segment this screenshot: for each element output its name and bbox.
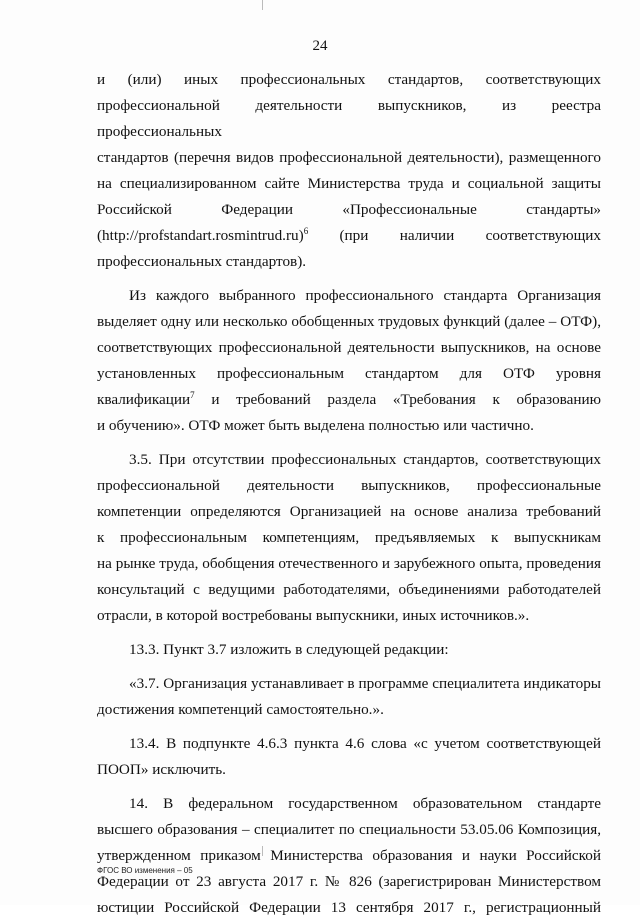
text-line: на специализированном сайте Министерства труда и социальной защиты bbox=[97, 175, 601, 192]
paragraph bbox=[97, 67, 601, 275]
text-line: на рынке труда, обобщения отечественного и зарубежного опыта, проведения bbox=[97, 555, 601, 572]
text-fragment: (при наличии соответствующих bbox=[308, 227, 601, 244]
text-line: Из каждого выбранного профессионального стандарта Организация bbox=[129, 287, 601, 304]
page-number: 24 bbox=[312, 38, 328, 54]
footnote-ref: 7 bbox=[190, 389, 195, 400]
text-line: 3.5. При отсутствии профессиональных стандартов, соответствующих bbox=[129, 451, 601, 468]
paragraph bbox=[97, 283, 601, 439]
paragraph bbox=[97, 447, 601, 629]
text-line: стандартов (перечня видов профессиональной деятельности), размещенного bbox=[97, 149, 601, 166]
text-line: соответствующих профессиональной деятельности выпускников, на основе bbox=[97, 339, 601, 356]
text-line: ПООП» исключить. bbox=[97, 761, 226, 778]
text-line bbox=[97, 387, 601, 413]
text-line: установленных профессиональным стандартом для ОТФ уровня bbox=[97, 365, 601, 382]
text-line: профессиональных стандартов). bbox=[97, 253, 307, 270]
text-line: 13.3. Пункт 3.7 изложить в следующей редакции: bbox=[129, 641, 449, 658]
page-footer: ФГОС ВО изменения – 05 bbox=[97, 866, 193, 875]
text-line: высшего образования – специалитет по специальности 53.05.06 Композиция, bbox=[97, 821, 601, 838]
url-text: (http://profstandart.rosmintrud.ru) bbox=[97, 227, 304, 244]
paragraph bbox=[97, 637, 601, 663]
text-line: Российской Федерации «Профессиональные стандарты» bbox=[97, 201, 601, 218]
text-line: «3.7. Организация устанавливает в программе специалитета индикаторы bbox=[129, 675, 601, 692]
text-line: юстиции Российской Федерации 13 сентября 2017 г., регистрационный bbox=[97, 899, 601, 916]
footnote-ref: 6 bbox=[303, 225, 309, 236]
paragraph bbox=[97, 731, 601, 783]
text-line: компетенции определяются Организацией на основе анализа требований bbox=[97, 503, 601, 520]
text-line: и (или) иных профессиональных стандартов, соответствующих bbox=[97, 71, 601, 88]
text-line: к профессиональным компетенциям, предъявляемых к выпускникам bbox=[97, 529, 601, 546]
text-line: выделяет одну или несколько обобщенных трудовых функций (далее – ОТФ), bbox=[97, 313, 601, 330]
text-line: профессиональной деятельности выпускников, профессиональные bbox=[97, 477, 601, 494]
paragraph bbox=[97, 791, 601, 921]
document-body bbox=[97, 67, 601, 921]
text-line: достижения компетенций самостоятельно.». bbox=[97, 701, 384, 718]
text-line: профессиональной деятельности выпускников, из реестра профессиональных bbox=[97, 97, 601, 140]
text-fragment: квалификации bbox=[97, 391, 191, 408]
text-line: 14. В федеральном государственном образовательном стандарте bbox=[129, 795, 601, 812]
text-line bbox=[97, 223, 601, 249]
text-fragment: и требований раздела «Требования к образованию bbox=[194, 391, 601, 408]
text-line: и обучению». ОТФ может быть выделена полностью или частично. bbox=[97, 417, 534, 434]
text-line: утвержденном приказом Министерства образования и науки Российской bbox=[97, 847, 601, 864]
text-line: отрасли, в которой востребованы выпускники, иных источников.». bbox=[97, 607, 530, 624]
scan-mark bbox=[262, 0, 263, 10]
text-line: Федерации от 23 августа 2017 г. № 826 (зарегистрирован Министерством bbox=[97, 873, 601, 890]
paragraph bbox=[97, 671, 601, 723]
text-line: 13.4. В подпункте 4.6.3 пункта 4.6 слова «с учетом соответствующей bbox=[129, 735, 601, 752]
text-line: консультаций с ведущими работодателями, объединениями работодателей bbox=[97, 581, 601, 598]
